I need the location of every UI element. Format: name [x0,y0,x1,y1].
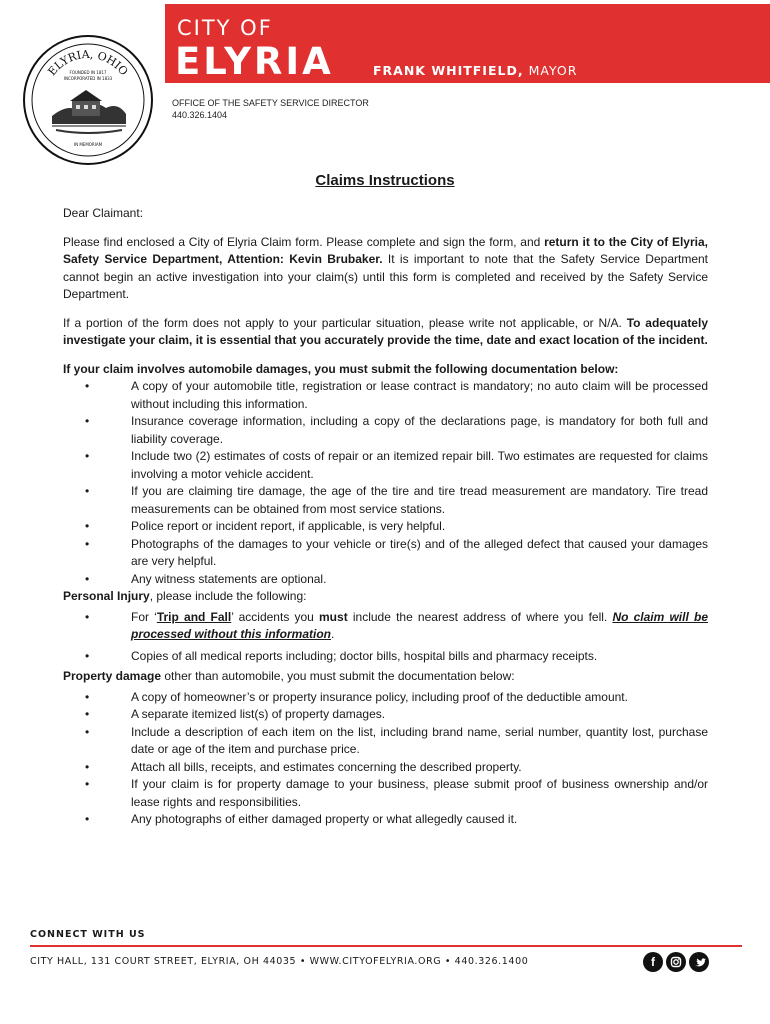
list-item: • Any witness statements are optional. [85,571,327,586]
city-seal-logo [22,34,154,166]
list-item: • Include a description of each item on the list, including brand name, serial number, quantity lost, purchase date or age of the item and purchase price. [85,724,708,756]
list-item: • If you are claiming tire damage, the age of the tire and tire tread measurement are mandatory. Tire tread measurements can be obtained from most service stations. [85,484,708,516]
list-item: • For ‘Trip and Fall’ accidents you must include the nearest address of where you fell. No claim will be processed without this information. [85,609,708,641]
injury-heading: Personal Injury, please include the following: [63,589,307,603]
list-item: • Police report or incident report, if applicable, is very helpful. [85,519,446,533]
seal-bottom-text: IN MEMORIAM [73,142,103,147]
mayor-title: MAYOR [528,63,578,78]
list-item: • Any photographs of either damaged property or what allegedly caused it. [85,812,518,826]
instagram-icon[interactable] [666,952,686,972]
salutation: Dear Claimant: [63,206,144,220]
list-item: • Insurance coverage information, including a copy of the declarations page, is mandatory for both full and liability coverage. [85,414,708,446]
intro-text-c: It is important to note that the Safety Service Department cannot begin an active investigation into your claim(s) until this form is completed and received by the Safety Service Department. [63,252,709,301]
footer-address: CITY HALL, 131 COURT STREET, ELYRIA, OH 44035 • WWW.CITYOFELYRIA.ORG • 440.326.1400 [30,956,529,967]
auto-heading-text: If your claim involves automobile damages, you must submit the following documentation below: [63,361,619,376]
property-heading: Property damage other than automobile, you must submit the documentation below: [63,669,515,683]
auto-list [63,378,708,588]
injury-list [63,609,708,666]
intro-text-b: return it to the City of Elyria, Safety Service Department, Attention: Kevin Brubaker. [63,234,708,266]
banner-city-name: ELYRIA [175,40,334,83]
list-item: • Attach all bills, receipts, and estimates concerning the described property. [85,759,522,774]
list-item: • Photographs of the damages to your vehicle or tire(s) and of the alleged defect that caused your damages are very helpful. [85,536,708,568]
list-item: • Copies of all medical reports including; doctor bills, hospital bills and pharmacy receipts. [85,648,598,663]
banner-mayor [373,63,577,78]
page-title: Claims Instructions [315,172,455,189]
office-phone: 440.326.1404 [172,110,228,120]
intro-paragraph [63,234,708,304]
na-text-b: To adequately investigate your claim, it is essential that you accurately provide the time, date and exact location of the incident. [63,315,708,347]
seal-founded: FOUNDED IN 1817 [69,70,107,75]
mayor-name: FRANK WHITFIELD, [373,63,524,78]
intro-text-a: Please find enclosed a City of Elyria Claim form. Please complete and sign the form, and [63,234,545,249]
facebook-icon[interactable]: f [643,952,663,972]
header-banner [165,4,770,83]
list-item: • If your claim is for property damage to your business, please submit proof of business ownership and/or lease rights and responsibilities. [85,777,708,809]
list-item: • A separate itemized list(s) of property damages. [85,707,386,721]
list-item: • A copy of your automobile title, registration or lease contract is mandatory; no auto claim will be processed without including this information. [85,379,708,411]
twitter-icon[interactable] [689,952,709,972]
document-body [63,205,708,829]
list-item: • A copy of homeowner’s or property insurance policy, including proof of the deductible amount. [85,689,628,704]
na-paragraph [63,315,708,350]
office-name: OFFICE OF THE SAFETY SERVICE DIRECTOR [172,98,369,108]
footer-connect-label: CONNECT WITH US [30,929,146,940]
list-item: • Include two (2) estimates of costs of repair or an itemized repair bill. Two estimates are requested for claims involving a motor vehicle accident. [85,449,708,481]
office-block [172,97,369,121]
auto-heading [63,361,708,379]
banner-city-of: CITY OF [177,16,273,40]
seal-top-text: ELYRIA, OHIO [45,47,131,79]
footer-divider [30,945,742,947]
property-list [63,689,708,829]
seal-incorporated: INCORPORATED IN 1833 [63,76,113,81]
na-text-a: If a portion of the form does not apply to your particular situation, please write not applicable, or N/A. [63,315,627,330]
